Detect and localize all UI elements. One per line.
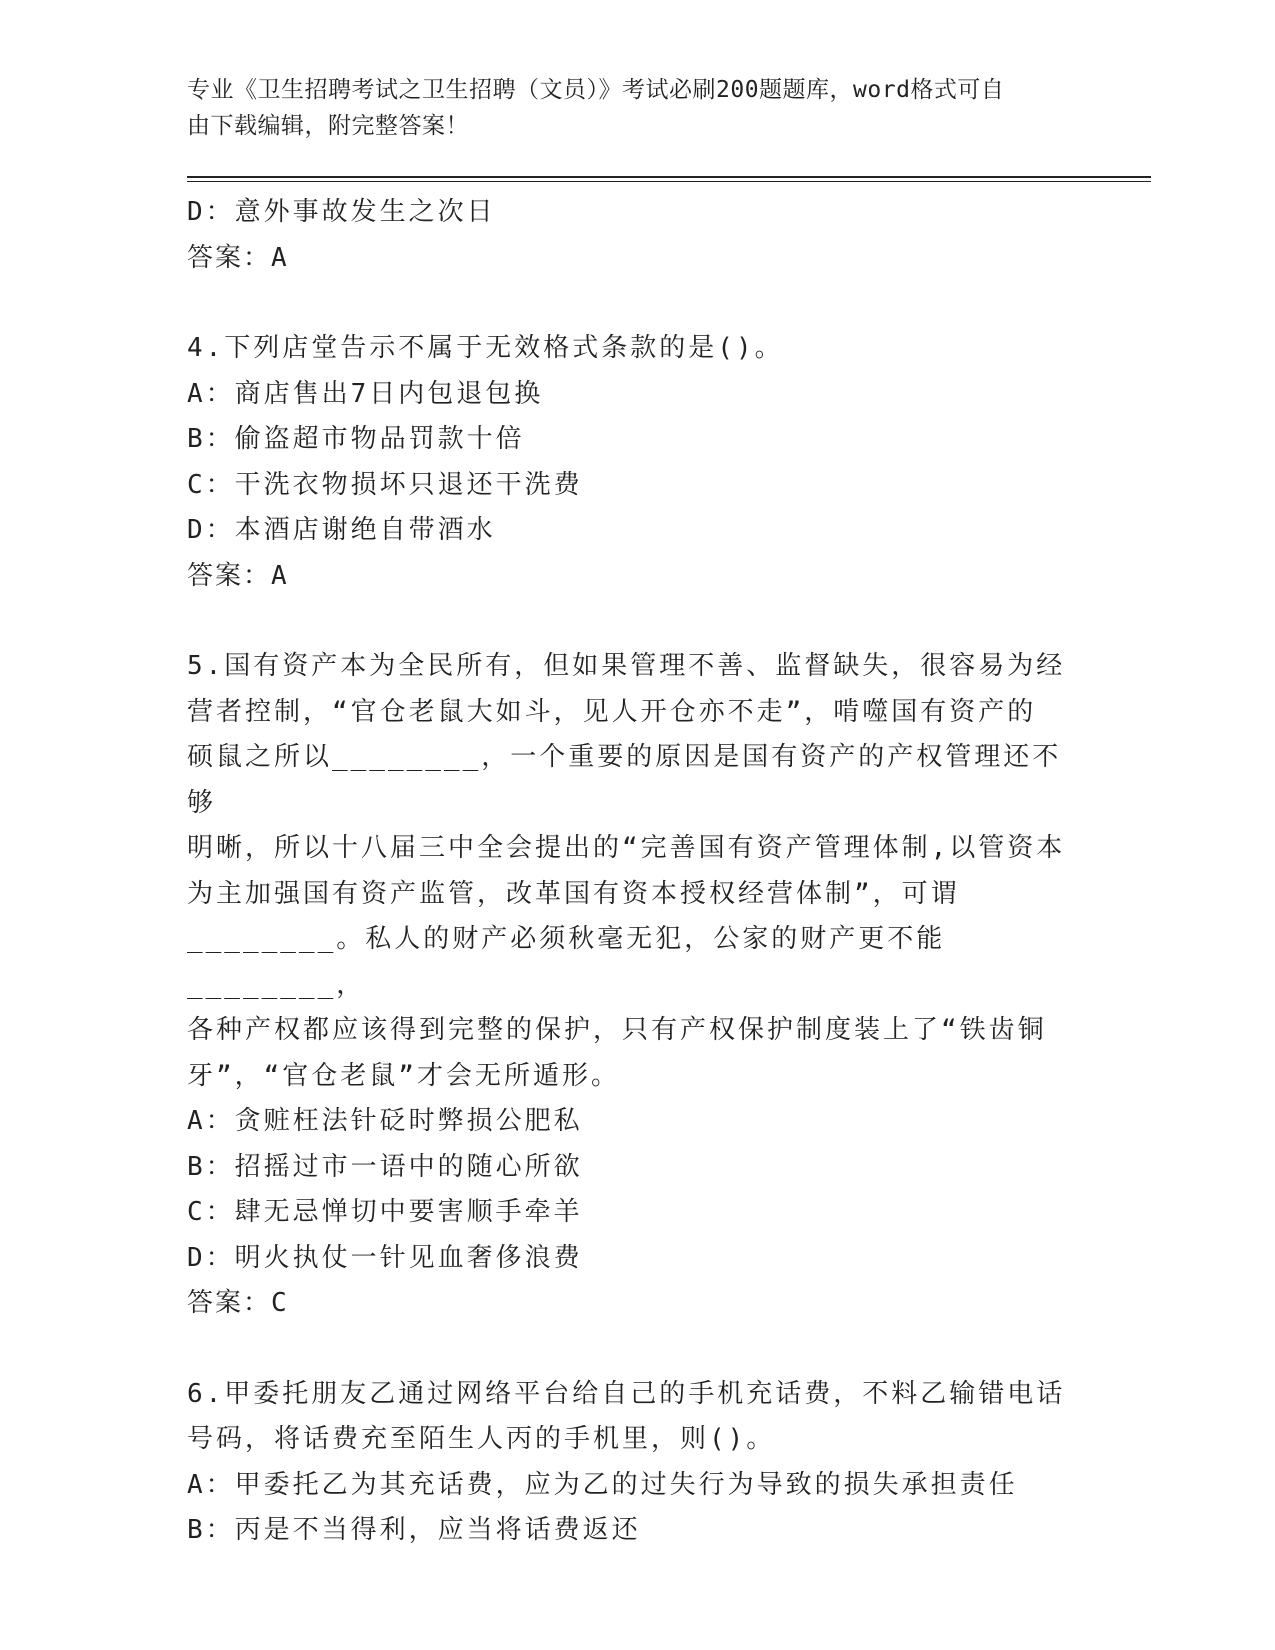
q5-stem-line: 明晰，所以十八届三中全会提出的“完善国有资产管理体制,以管资本: [187, 833, 1066, 863]
spacer: [187, 599, 1087, 644]
q4-option-d: D：本酒店谢绝自带酒水: [187, 515, 496, 545]
q4-option-b: B：偷盗超市物品罚款十倍: [187, 424, 525, 454]
q5-option-a: A：贪赃枉法针砭时弊损公肥私: [187, 1106, 583, 1136]
header-divider: [187, 176, 1151, 182]
q4-option-c: C：干洗衣物损坏只退还干洗费: [187, 469, 583, 500]
question-4: [187, 326, 1087, 599]
q5-stem-line: 5.国有资产本为全民所有，但如果管理不善、监督缺失，很容易为经: [187, 651, 1066, 681]
spacer: [187, 1327, 1087, 1372]
q6-option-b: B：丙是不当得利，应当将话费返还: [187, 1515, 641, 1545]
q4-stem: 4.下列店堂告示不属于无效格式条款的是()。: [187, 333, 784, 363]
question-6: [187, 1372, 1087, 1554]
header-line-2: 由下载编辑，附完整答案！: [187, 113, 469, 139]
q5-option-d: D：明火执仗一针见血奢侈浪费: [187, 1242, 583, 1273]
q6-option-a: A：甲委托乙为其充话费，应为乙的过失行为导致的损失承担责任: [187, 1469, 1018, 1500]
q5-stem-line: 各种产权都应该得到完整的保护，只有产权保护制度装上了“铁齿铜: [187, 1015, 1047, 1045]
q3-answer: 答案：A: [187, 242, 289, 273]
header-line-1: 专业《卫生招聘考试之卫生招聘（文员）》考试必刷200题题库，word格式可自: [187, 77, 1005, 103]
q4-option-a: A：商店售出7日内包退包换: [187, 378, 544, 409]
q5-stem-line: 牙”，“官仓老鼠”才会无所遁形。: [187, 1060, 620, 1091]
q5-answer: 答案：C: [187, 1288, 289, 1318]
q5-option-c: C：肆无忌惮切中要害顺手牵羊: [187, 1197, 583, 1227]
question-5: [187, 644, 1087, 1327]
q6-stem-line: 6.甲委托朋友乙通过网络平台给自己的手机充话费，不料乙输错电话: [187, 1378, 1066, 1409]
q5-stem-line: 为主加强国有资产监管，改革国有资本授权经营体制”，可谓: [187, 878, 960, 909]
q3-option-d: D：意外事故发生之次日: [187, 197, 496, 227]
q5-stem-line: 营者控制，“官仓老鼠大如斗，见人开仓亦不走”，啃噬国有资产的: [187, 696, 1037, 727]
q5-stem-line: 硕鼠之所以________，一个重要的原因是国有资产的产权管理还不够: [187, 742, 1062, 818]
spacer: [187, 281, 1087, 326]
question-3: [187, 190, 1087, 281]
document-body: [187, 190, 1087, 1554]
q5-option-b: B：招摇过市一语中的随心所欲: [187, 1151, 583, 1182]
q6-stem-line: 号码，将话费充至陌生人丙的手机里，则()。: [187, 1424, 776, 1454]
q5-stem-line: ________。私人的财产必须秋毫无犯，公家的财产更不能________，: [187, 924, 946, 1000]
q4-answer: 答案：A: [187, 560, 289, 591]
document-header: [187, 72, 1087, 144]
